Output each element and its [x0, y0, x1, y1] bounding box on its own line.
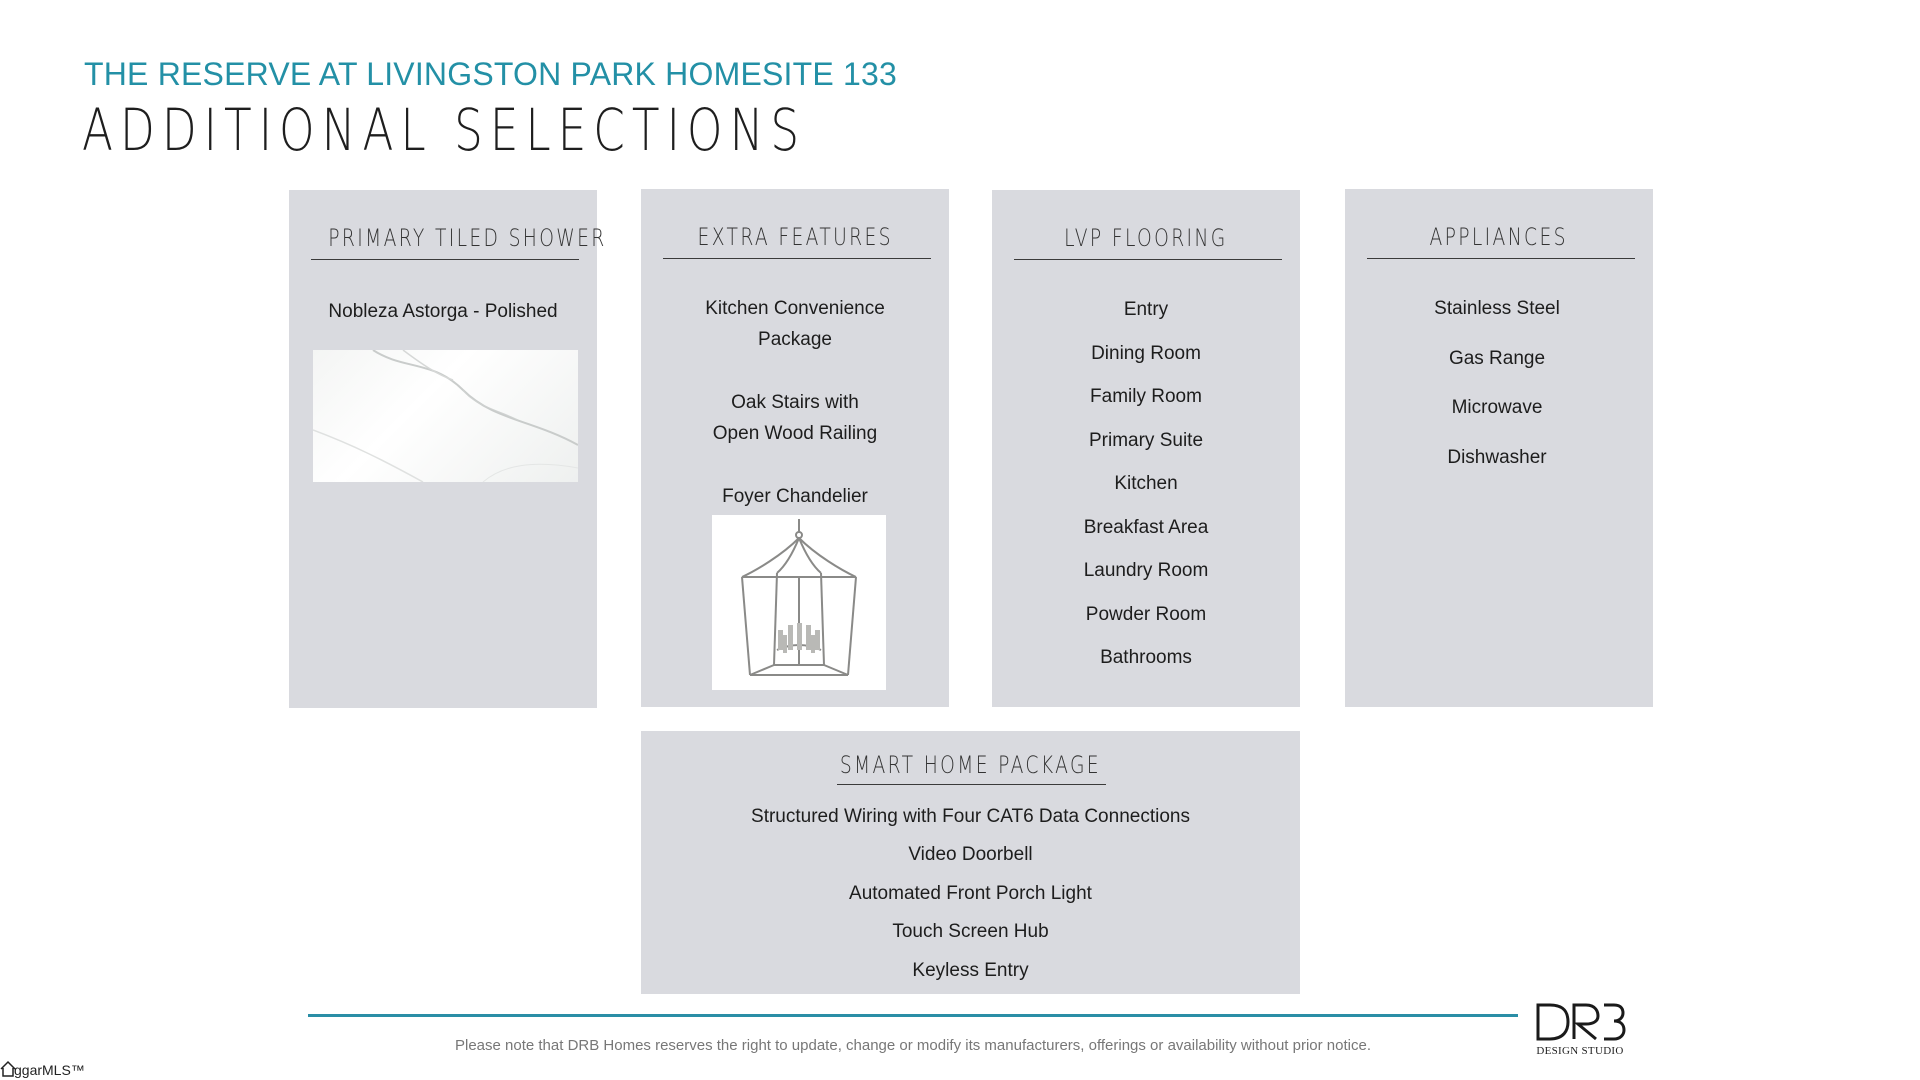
card-primary-tiled-shower: [289, 190, 607, 708]
list-item: Dining Room: [1091, 343, 1201, 364]
card-appliances: [1345, 189, 1653, 707]
heading-divider: [1367, 258, 1635, 259]
mls-watermark: [0, 1060, 110, 1080]
brand-subtitle: DESIGN STUDIO: [1536, 1045, 1624, 1057]
heading-divider: [663, 258, 931, 259]
list-item: Kitchen: [1114, 473, 1178, 494]
card-heading: LVP FLOORING: [1064, 224, 1228, 252]
card-lvp-flooring: [992, 190, 1300, 707]
chandelier-icon: [712, 515, 886, 690]
list-item: Stainless Steel: [1434, 298, 1560, 319]
footer-divider: [308, 1014, 1518, 1017]
chandelier-image: [712, 515, 886, 690]
list-item: Primary Suite: [1088, 430, 1204, 451]
list-item: Structured Wiring with Four CAT6 Data Connections: [751, 806, 1190, 827]
list-item: Powder Room: [1085, 604, 1207, 625]
list-item: Package: [758, 329, 832, 350]
list-item: Video Doorbell: [908, 844, 1033, 865]
drb-logo-icon: [1534, 1002, 1626, 1042]
list-item: Foyer Chandelier: [722, 486, 868, 507]
mls-label: ggarMLS™: [14, 1062, 85, 1078]
project-title: THE RESERVE AT LIVINGSTON PARK HOMESITE 133: [84, 56, 897, 92]
brand-logo: [1530, 1002, 1630, 1062]
list-item: Keyless Entry: [912, 960, 1029, 981]
list-item: Oak Stairs with: [731, 392, 859, 413]
card-extra-features: [641, 189, 949, 707]
tile-swatch-image: [313, 350, 578, 482]
heading-divider: [1014, 259, 1282, 260]
marble-texture: [313, 350, 578, 482]
list-item: Entry: [1123, 299, 1169, 320]
list-item: Family Room: [1090, 386, 1202, 407]
card-heading: APPLIANCES: [1429, 223, 1569, 251]
heading-divider: [837, 784, 1106, 785]
card-heading: EXTRA FEATURES: [697, 223, 893, 251]
page-title: ADDITIONAL SELECTIONS: [82, 96, 807, 164]
card-heading: SMART HOME PACKAGE: [839, 751, 1102, 779]
list-item: Microwave: [1451, 397, 1543, 418]
list-item: Bathrooms: [1100, 647, 1192, 668]
list-item: Kitchen Convenience: [705, 298, 885, 319]
list-item: Breakfast Area: [1083, 517, 1209, 538]
list-item: Automated Front Porch Light: [849, 883, 1092, 904]
disclaimer: Please note that DRB Homes reserves the right to update, change or modify its manufacturers, offerings or availability without prior notice.: [454, 1037, 1371, 1054]
list-item: Open Wood Railing: [712, 423, 878, 444]
list-item: Gas Range: [1448, 348, 1546, 369]
card-heading: PRIMARY TILED SHOWER: [328, 224, 607, 252]
list-item: Dishwasher: [1447, 447, 1547, 468]
heading-divider: [311, 259, 579, 260]
card-smart-home-package: [641, 731, 1300, 994]
list-item: Nobleza Astorga - Polished: [328, 301, 558, 322]
list-item: Laundry Room: [1083, 560, 1209, 581]
list-item: Touch Screen Hub: [892, 921, 1049, 942]
